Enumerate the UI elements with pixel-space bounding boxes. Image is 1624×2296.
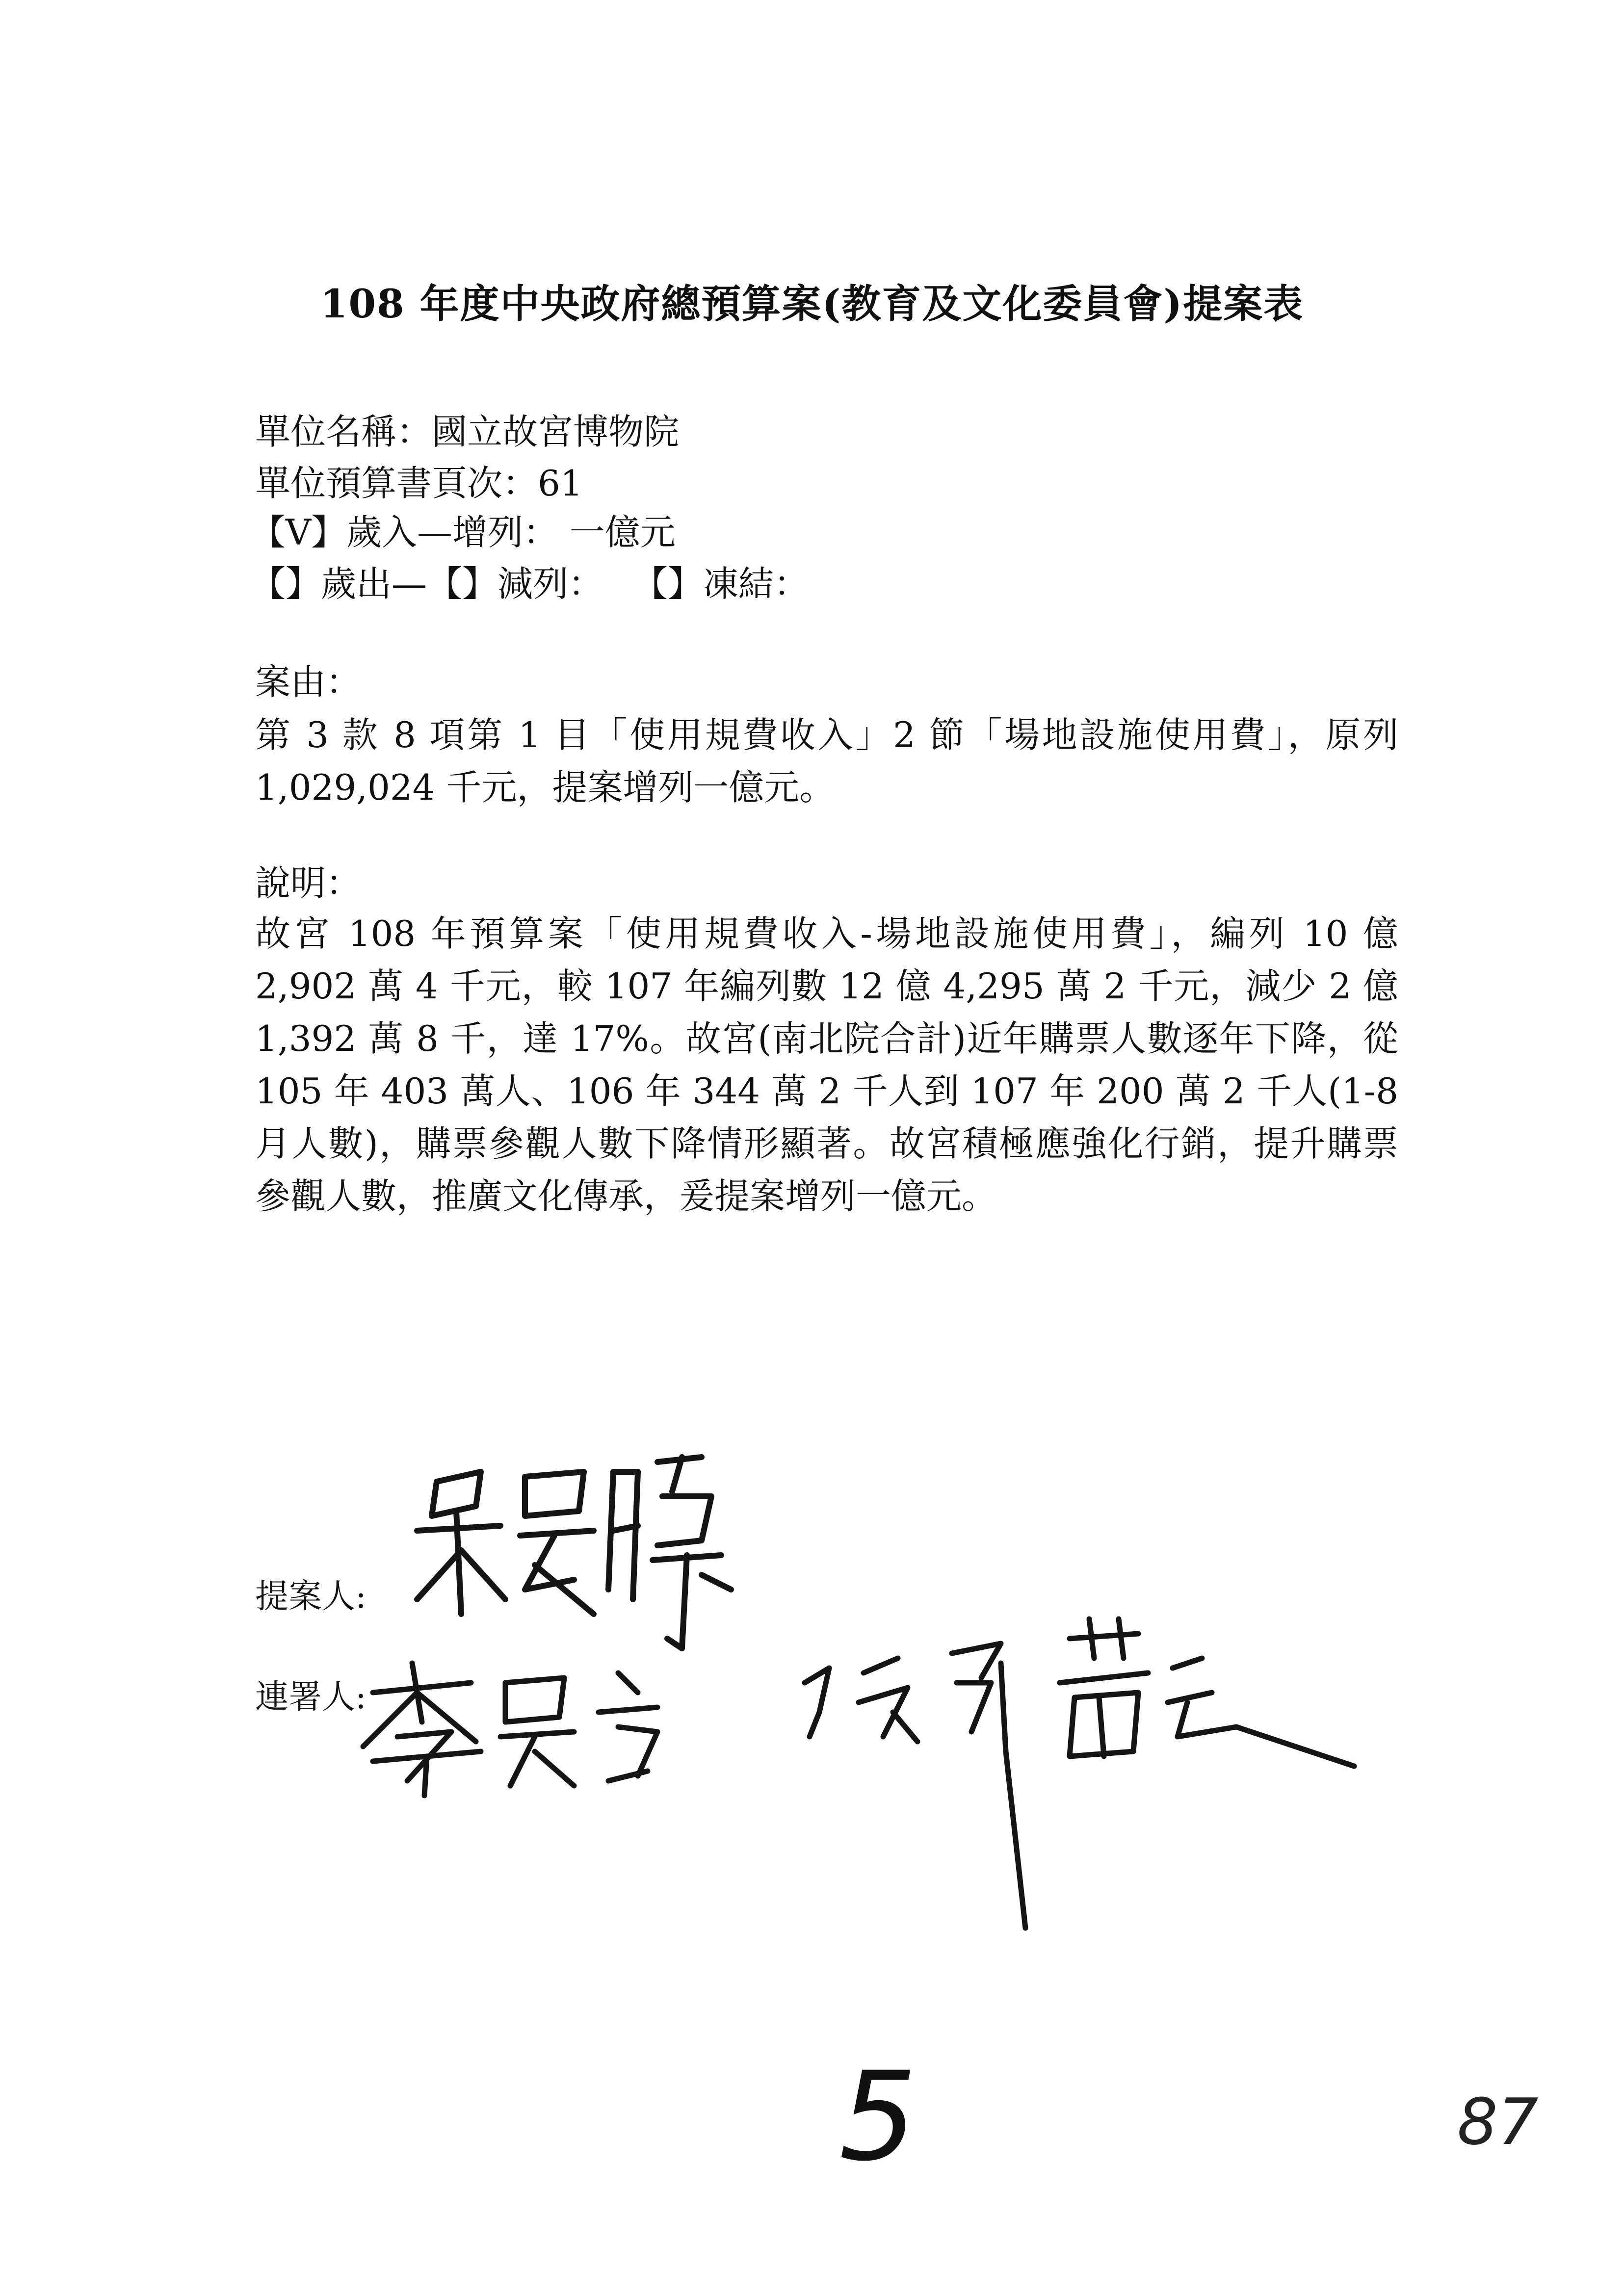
cosigner-signature-2	[795, 1614, 1384, 1957]
proposer-label: 提案人:	[255, 1577, 367, 1616]
reason-heading: 案由：	[255, 661, 362, 703]
cosigner-label: 連署人:	[255, 1678, 367, 1717]
budget-page: 單位預算書頁次：61	[255, 463, 583, 504]
document-title: 108 年度中央政府總預算案(教育及文化委員會)提案表	[320, 281, 1304, 327]
expense-line: 【】歲出—【】減列： 【】凍結：	[250, 563, 809, 604]
explanation-heading: 說明：	[255, 862, 362, 904]
cosigner-signature-1	[343, 1653, 697, 1800]
reason-text: 第 3 款 8 項第 1 目「使用規費收入」2 節「場地設施使用費」，原列 1,029,024 千元，提案增列一億元。	[255, 714, 1398, 808]
corner-handwritten-mark: 87	[1457, 2085, 1539, 2159]
revenue-line: 【V】歲入—增列： 一億元	[250, 512, 676, 553]
unit-name: 單位名稱：國立故宮博物院	[255, 411, 680, 452]
page-number: 5	[839, 2045, 917, 2188]
proposer-signature	[407, 1452, 790, 1658]
explanation-text: 故宮 108 年預算案「使用規費收入-場地設施使用費」，編列 10 億 2,902 萬 4 千元，較 107 年編列數 12 億 4,295 萬 2 千元，減少 2 億 1,392 萬 8 千，達 17%。故宮(南北院合計)近年購票人數逐年下降，從 105 年 403 萬人、106 年 344 萬 2 千人到 107 年 200 萬 2 千人(1-8 月人數)，購票參觀人數下降情形顯著。故宮積極應強化行銷，提升購票參觀人數，推廣文化傳承，爰提案增列一億元。	[255, 913, 1398, 1217]
